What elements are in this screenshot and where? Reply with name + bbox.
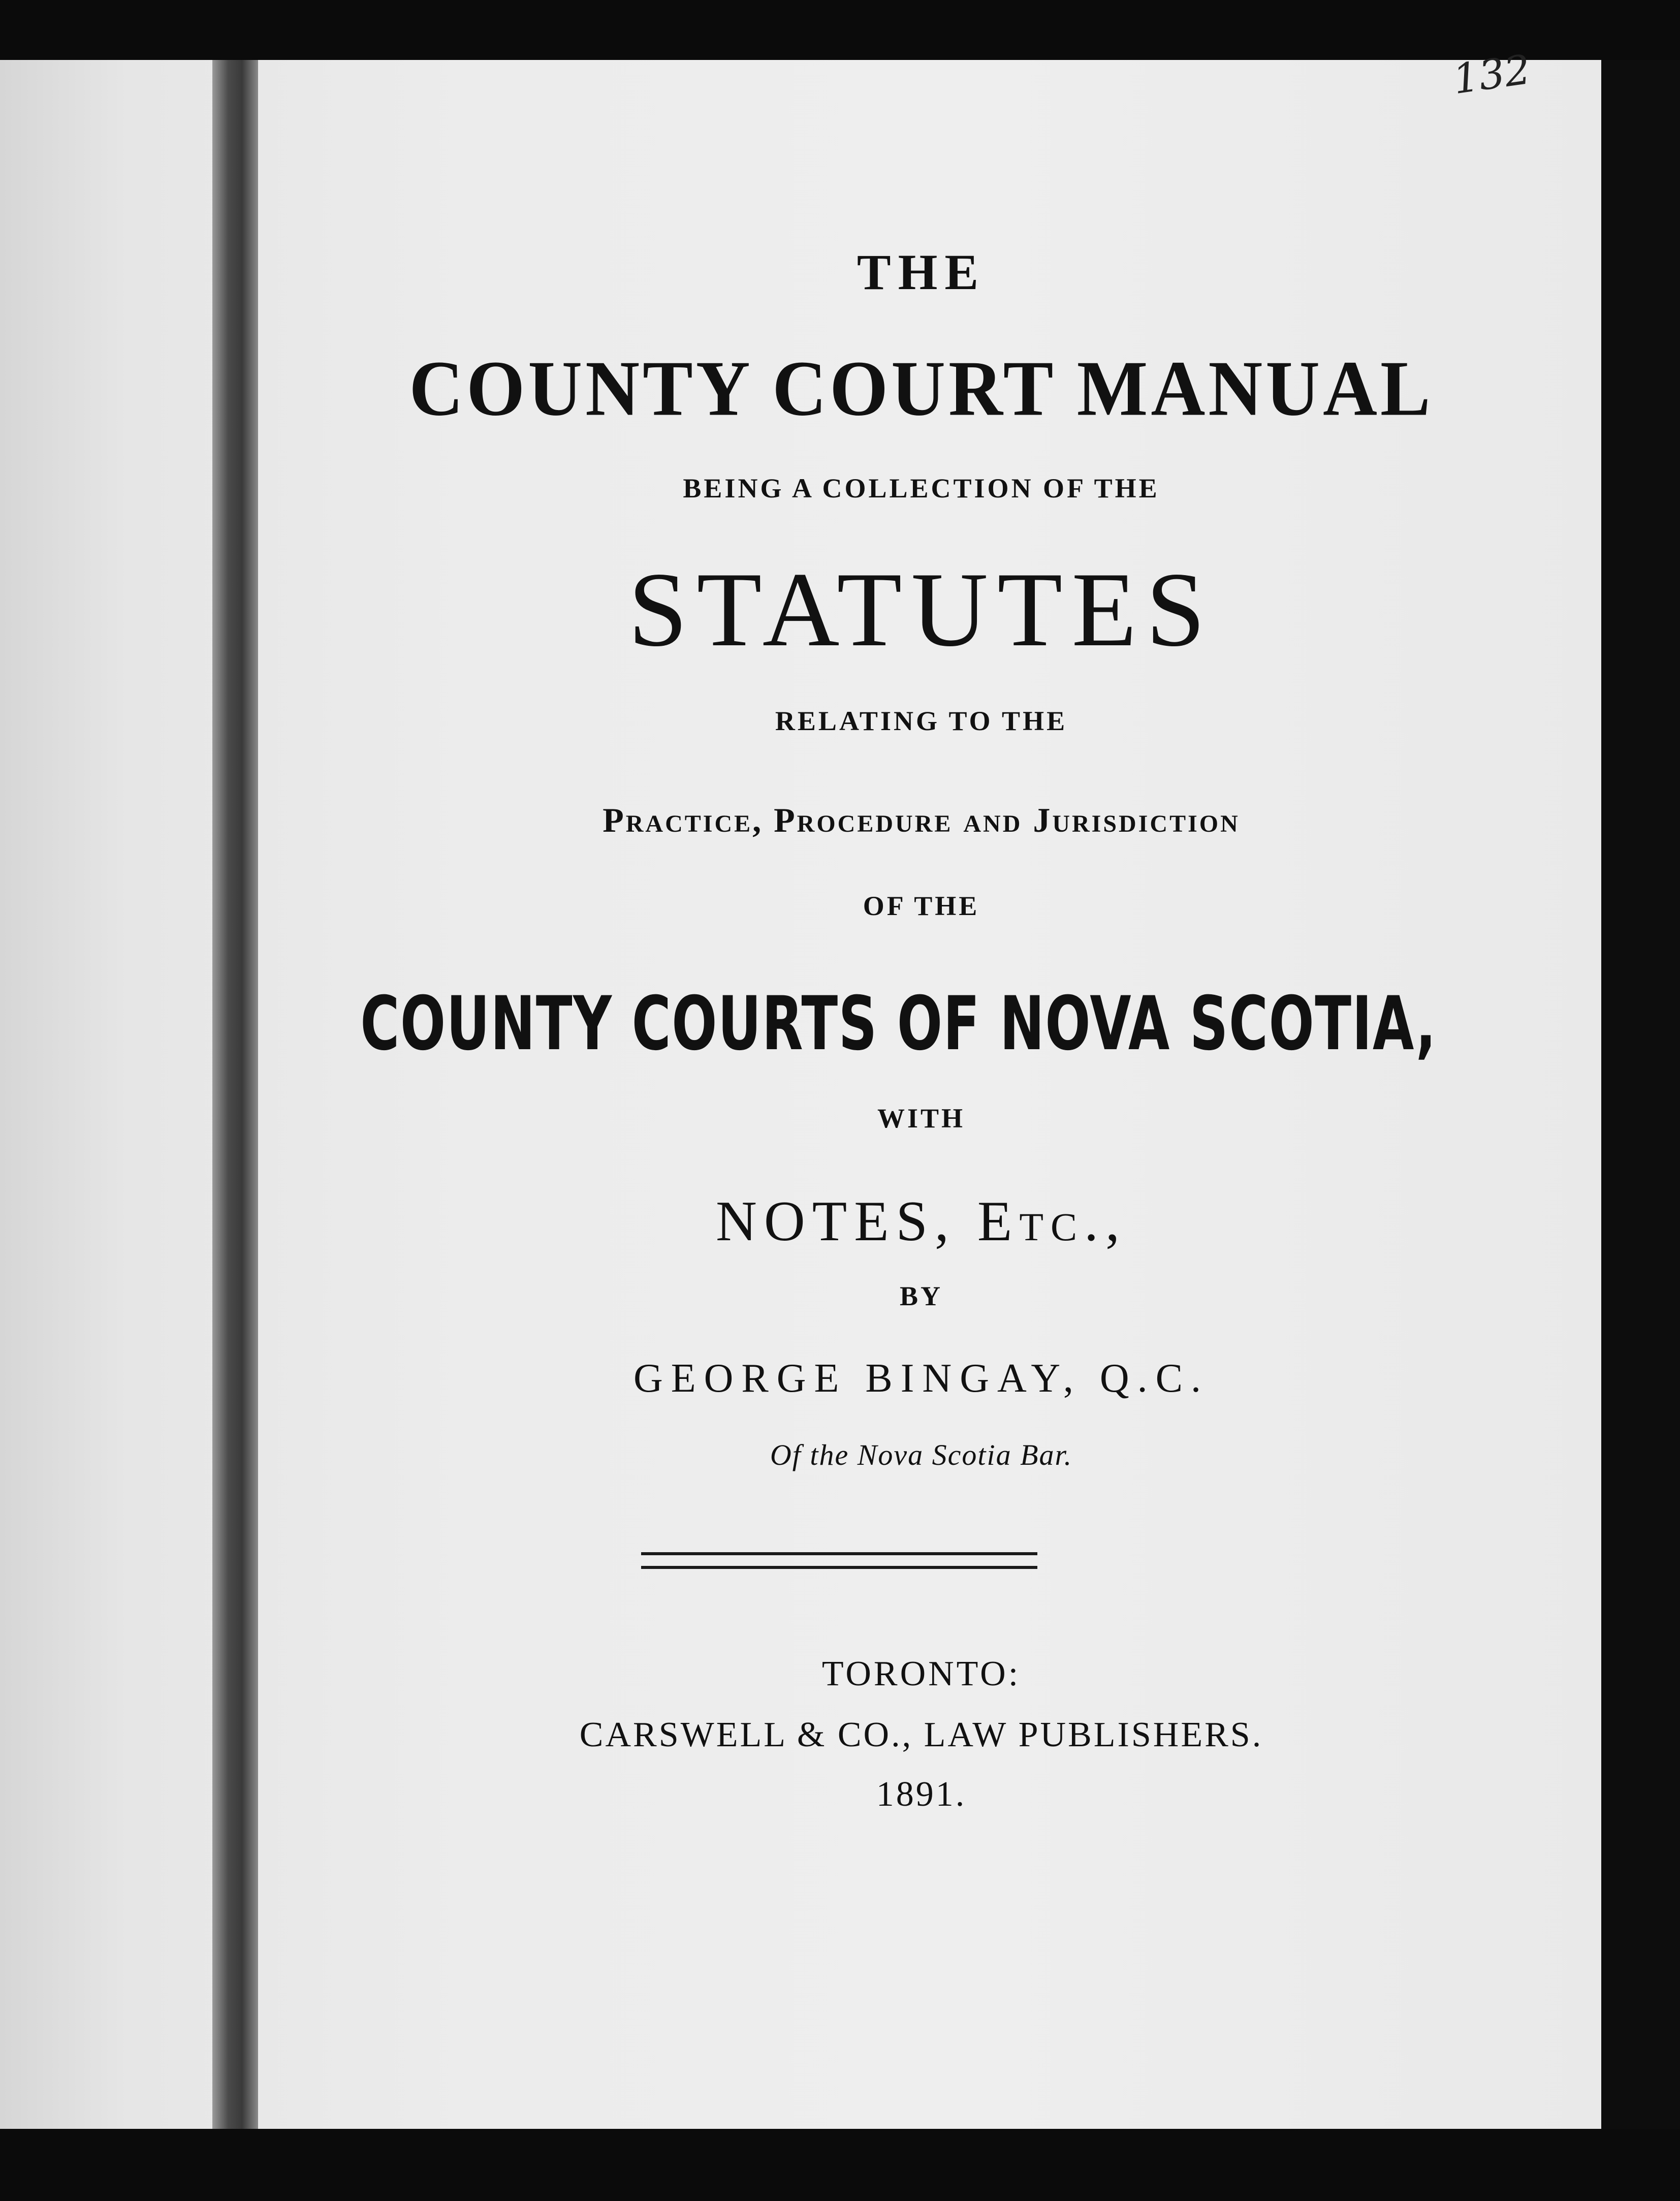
author-by: BY — [899, 1281, 943, 1311]
double-rule-top — [641, 1552, 1037, 1555]
book-title: COUNTY COURT MANUAL — [409, 344, 1434, 433]
subtitle-with: WITH — [877, 1103, 966, 1134]
author-name: GEORGE BINGAY, Q.C. — [633, 1356, 1209, 1401]
folio-number: 132 — [1450, 45, 1534, 104]
subtitle-notes: NOTES, Etc., — [716, 1190, 1127, 1253]
subtitle-courts: COUNTY COURTS OF NOVA SCOTIA, — [360, 981, 1437, 1067]
imprint-publisher: CARSWELL & CO., LAW PUBLISHERS. — [579, 1715, 1263, 1754]
subtitle-being: BEING A COLLECTION OF THE — [683, 473, 1160, 504]
title-article: THE — [857, 244, 986, 300]
imprint-year: 1891. — [876, 1775, 967, 1814]
author-affiliation: Of the Nova Scotia Bar. — [770, 1438, 1073, 1471]
imprint-city: TORONTO: — [821, 1654, 1021, 1693]
subtitle-of-the: OF THE — [863, 891, 980, 921]
subtitle-practice: Practice, Procedure and Jurisdiction — [603, 801, 1240, 839]
double-rule-bottom — [641, 1566, 1037, 1569]
subtitle-relating: RELATING TO THE — [775, 706, 1068, 736]
subtitle-statutes: STATUTES — [628, 551, 1215, 669]
